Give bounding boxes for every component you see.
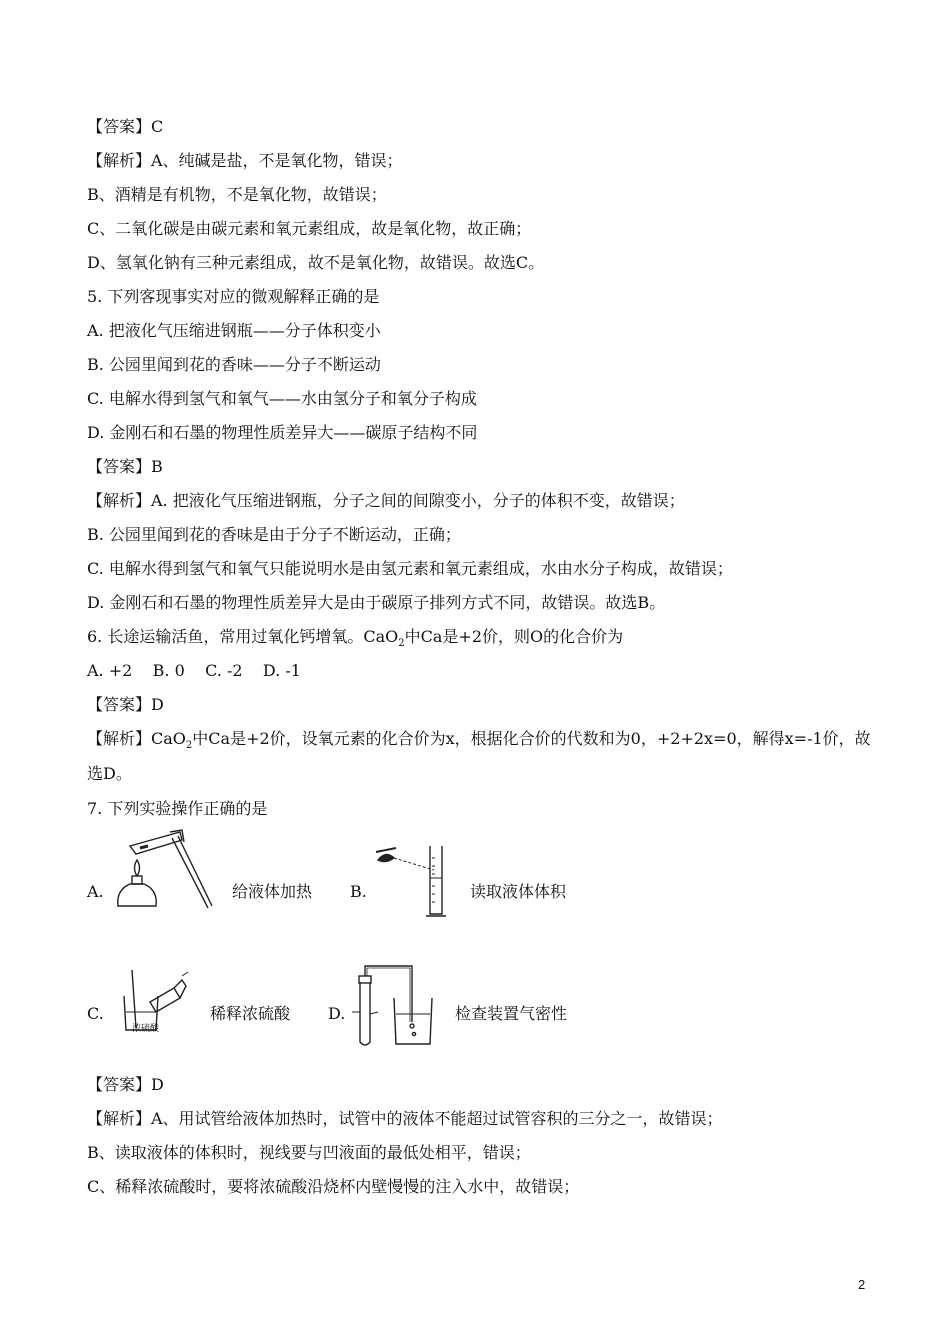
heating-liquid-figure — [110, 828, 220, 914]
analysis-line: 【解析】CaO$_2$中Ca是+2价，设氧元素的化合价为x，根据化合价的代数和为0，+2+2x=0，解得x=-1价，故 — [87, 729, 871, 752]
analysis-line: 【解析】A、纯碱是盐，不是氧化物，错误； — [87, 151, 403, 170]
analysis-line: C. 电解水得到氢气和氧气只能说明水是由氢元素和氧元素组成，水由水分子构成，故错误； — [87, 559, 733, 578]
read-volume-figure — [372, 838, 467, 924]
option-b: B. 公园里闻到花的香味——分子不断运动 — [87, 355, 381, 374]
figure-label-acid: 浓硫酸 — [132, 1024, 160, 1034]
analysis-line: 选D。 — [87, 764, 132, 783]
option-d: D. 金刚石和石墨的物理性质差异大——碳原子结构不同 — [87, 423, 478, 442]
analysis-line: D、氢氧化钠有三种元素组成，故不是氧化物，故错误。故选C。 — [87, 253, 545, 272]
page-number: 2 — [858, 1277, 866, 1292]
airtightness-check-figure — [348, 962, 440, 1052]
analysis-line: B. 公园里闻到花的香味是由于分子不断运动，正确； — [87, 525, 461, 544]
question-stem: 7. 下列实验操作正确的是 — [87, 799, 268, 818]
analysis-line: D. 金刚石和石墨的物理性质差异大是由于碳原子排列方式不同，故错误。故选B。 — [87, 593, 666, 612]
option-c: C. 电解水得到氢气和氧气——水由氢分子和氧分子构成 — [87, 389, 477, 408]
analysis-line: B、读取液体的体积时，视线要与凹液面的最低处相平，错误； — [87, 1143, 531, 1162]
answer-line: 【答案】B — [87, 457, 163, 476]
option-a-text: 给液体加热 — [232, 882, 313, 901]
analysis-line: B、酒精是有机物，不是氧化物，故错误； — [87, 185, 387, 204]
option-a: A. 把液化气压缩进钢瓶——分子体积变小 — [87, 321, 381, 340]
analysis-line: C、二氧化碳是由碳元素和氧元素组成，故是氧化物，故正确； — [87, 219, 532, 238]
question-stem: 5. 下列客现事实对应的微观解释正确的是 — [87, 287, 380, 306]
option-b-text: 读取液体体积 — [470, 882, 567, 901]
question-stem: 6. 长途运输活鱼，常用过氧化钙增氧。CaO$_2$中Ca是+2价，则O的化合价为 — [87, 627, 624, 650]
question-options: A. +2 B. 0 C. -2 D. -1 — [87, 661, 301, 680]
answer-line: 【答案】C — [87, 117, 164, 136]
option-d-text: 检查装置气密性 — [455, 1004, 568, 1023]
option-c-letter: C. — [87, 1004, 104, 1023]
option-d-letter: D. — [328, 1004, 346, 1023]
option-b-letter: B. — [350, 882, 367, 901]
option-c-text: 稀释浓硫酸 — [210, 1004, 291, 1023]
answer-line: 【答案】D — [87, 1075, 164, 1094]
analysis-line: C、稀释浓硫酸时，要将浓硫酸沿烧杯内壁慢慢的注入水中，故错误； — [87, 1177, 580, 1196]
analysis-line: 【解析】A、用试管给液体加热时，试管中的液体不能超过试管容积的三分之一，故错误； — [87, 1109, 723, 1128]
analysis-line: 【解析】A. 把液化气压缩进钢瓶，分子之间的间隙变小，分子的体积不变，故错误； — [87, 491, 685, 510]
answer-line: 【答案】D — [87, 695, 164, 714]
option-a-letter: A. — [87, 882, 104, 901]
